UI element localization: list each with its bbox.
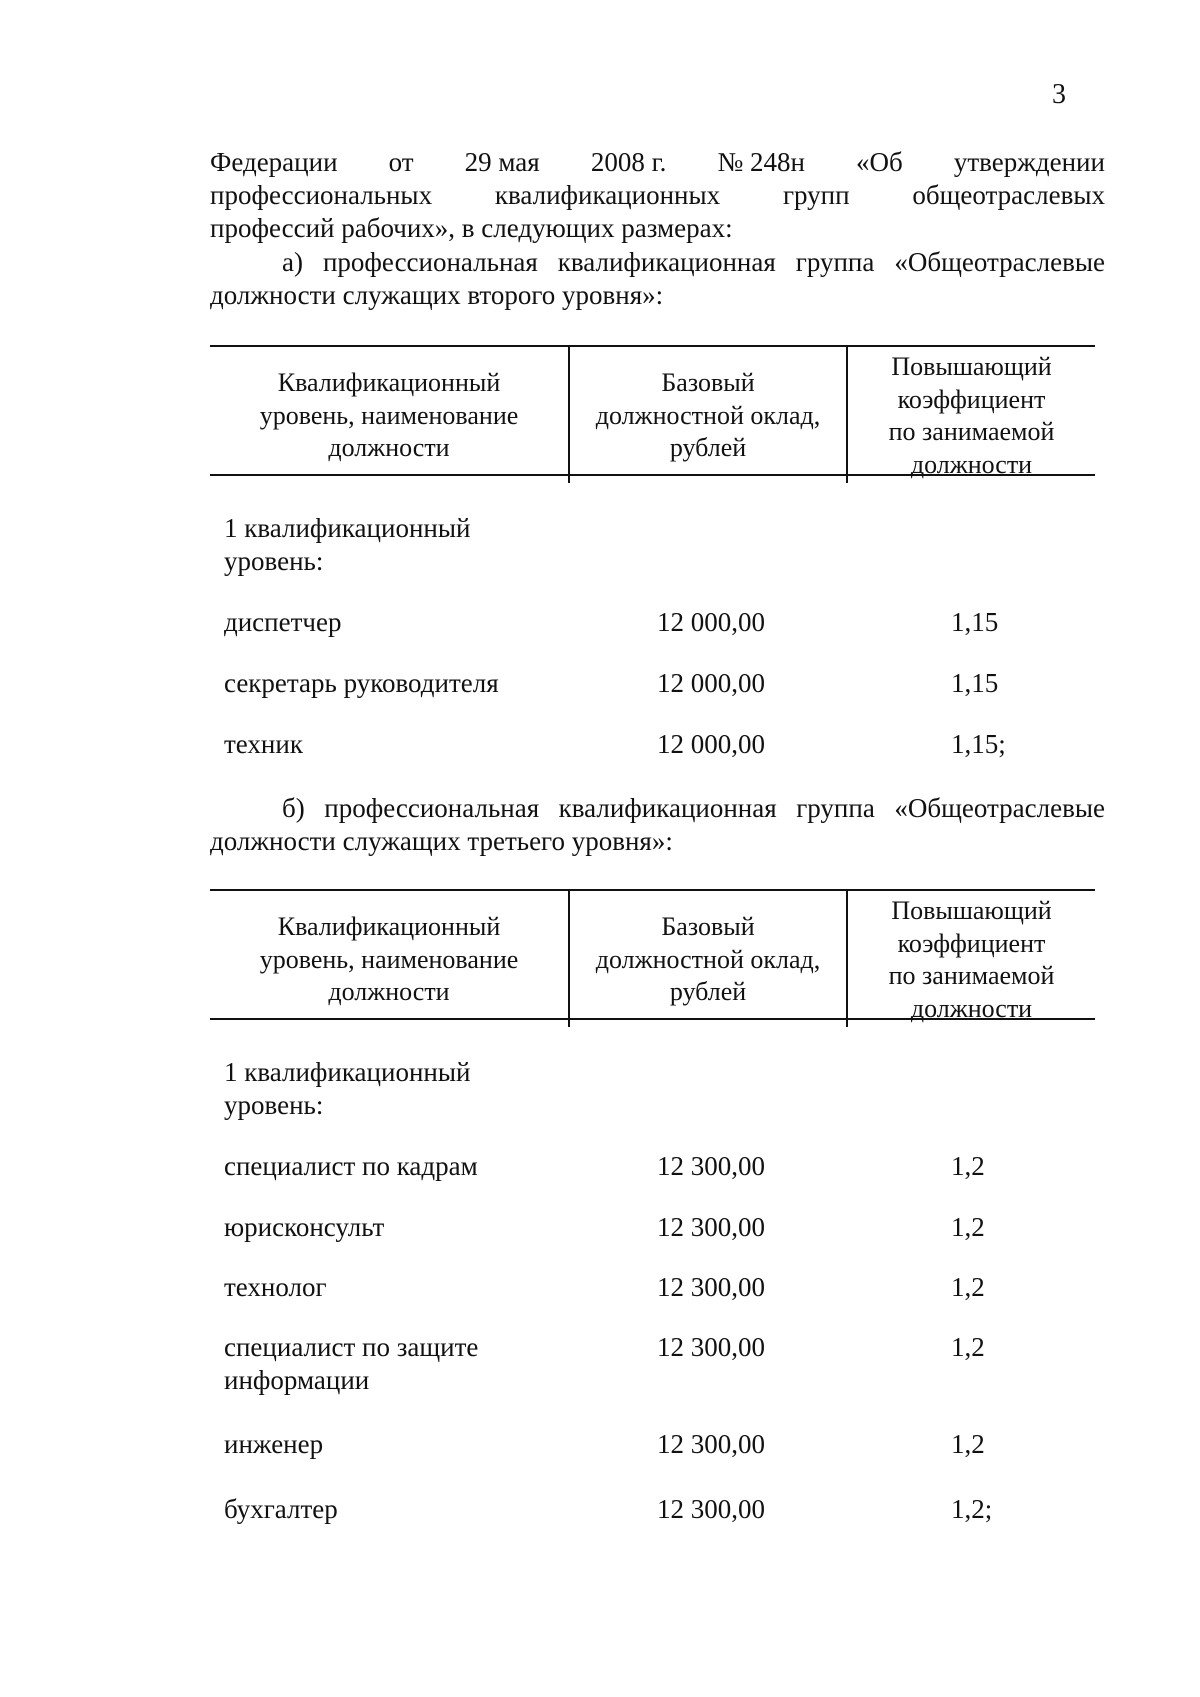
intro-word: профессиональных — [210, 180, 433, 210]
table-row — [210, 1428, 1095, 1461]
position-name: бухгалтер — [224, 1494, 338, 1524]
coefficient: 1,15 — [951, 668, 999, 698]
table-row-level — [210, 512, 1095, 578]
intro-word: квалификационных — [494, 180, 721, 210]
position-name — [210, 1331, 568, 1397]
position-name: инженер — [224, 1429, 324, 1459]
base-salary: 12 300,00 — [657, 1272, 765, 1302]
coefficient: 1,15; — [951, 729, 1006, 759]
header-text: должности — [910, 993, 1033, 1023]
coefficient: 1,2 — [951, 1151, 985, 1181]
table-row — [210, 1493, 1095, 1526]
base-salary: 12 300,00 — [657, 1332, 765, 1362]
section-word: профессиональная — [322, 247, 538, 277]
base-salary: 12 300,00 — [657, 1429, 765, 1459]
section-word: группа — [796, 793, 875, 823]
header-text: по занимаемой — [888, 961, 1055, 990]
table-header — [210, 889, 1095, 1023]
intro-word: общеотраслевых — [912, 180, 1105, 210]
header-text: Квалификационный — [277, 912, 501, 941]
intro-line-2 — [210, 179, 1105, 212]
table-row — [210, 1150, 1095, 1183]
table-row — [210, 667, 1095, 700]
coefficient: 1,2 — [951, 1429, 985, 1459]
section-word: профессиональная — [324, 793, 540, 823]
salary-table-a — [210, 345, 1095, 759]
header-text: Базовый — [661, 912, 755, 941]
salary-table-b — [210, 889, 1095, 1524]
header-base-salary — [568, 891, 846, 1027]
level-label — [210, 512, 568, 578]
section-word: «Общеотраслевые — [894, 247, 1105, 277]
table-row — [210, 1331, 1095, 1397]
intro-paragraph — [210, 146, 1105, 245]
section-a-line-2: должности служащих второго уровня»: — [210, 280, 664, 310]
header-text: должности — [328, 977, 450, 1006]
section-word: б) — [282, 793, 305, 823]
level-text: уровень: — [224, 1089, 324, 1120]
header-coefficient — [846, 891, 1095, 1027]
page-number: 3 — [1052, 79, 1066, 110]
coefficient: 1,2 — [951, 1332, 985, 1362]
table-row — [210, 606, 1095, 639]
section-b-line-2: должности служащих третьего уровня»: — [210, 826, 673, 856]
position-name-line: информации — [224, 1364, 370, 1395]
header-coefficient — [846, 347, 1095, 483]
header-text: должностной оклад, — [595, 400, 821, 430]
section-word: квалификационная — [557, 247, 776, 277]
level-label — [210, 1056, 568, 1122]
section-b-heading — [210, 792, 1105, 858]
intro-word: «Об — [856, 147, 903, 177]
position-name: технолог — [224, 1272, 327, 1302]
section-b-line-1 — [210, 792, 1105, 825]
header-text: коэффициент — [897, 928, 1046, 958]
header-text: Повышающий — [891, 352, 1052, 381]
header-text: рублей — [669, 433, 747, 462]
header-qualification-level — [210, 347, 568, 483]
header-qualification-level — [210, 891, 568, 1027]
intro-line-1 — [210, 146, 1105, 179]
table-row-level — [210, 1056, 1095, 1122]
header-text: должностной оклад, — [595, 944, 821, 974]
base-salary: 12 000,00 — [657, 607, 765, 637]
position-name: специалист по кадрам — [224, 1151, 478, 1181]
header-text: должности — [910, 449, 1033, 479]
level-text: уровень: — [224, 545, 324, 576]
intro-word: утверждении — [953, 147, 1105, 177]
coefficient: 1,2 — [951, 1212, 985, 1242]
table-row — [210, 728, 1095, 761]
position-name: техник — [224, 729, 303, 759]
position-name-line: специалист по защите — [224, 1332, 479, 1362]
coefficient: 1,2 — [951, 1272, 985, 1302]
section-a-line-1 — [210, 246, 1105, 279]
header-text: Базовый — [661, 368, 755, 397]
section-word: «Общеотраслевые — [894, 793, 1105, 823]
header-text: должности — [328, 433, 450, 462]
section-word: группа — [795, 247, 875, 277]
section-word: квалификационная — [558, 793, 777, 823]
section-a-heading — [210, 246, 1105, 312]
coefficient: 1,2; — [951, 1494, 993, 1524]
position-name: секретарь руководителя — [224, 668, 499, 698]
base-salary: 12 000,00 — [657, 668, 765, 698]
base-salary: 12 300,00 — [657, 1212, 765, 1242]
header-base-salary — [568, 347, 846, 483]
base-salary: 12 300,00 — [657, 1494, 765, 1524]
header-text: Повышающий — [891, 896, 1052, 925]
base-salary: 12 000,00 — [657, 729, 765, 759]
intro-word: № 248н — [717, 147, 805, 177]
table-header — [210, 345, 1095, 479]
intro-word: 2008 г. — [590, 147, 667, 177]
intro-word: от — [388, 147, 414, 177]
coefficient: 1,15 — [951, 607, 999, 637]
header-text: Квалификационный — [277, 368, 501, 397]
header-text: уровень, наименование — [259, 400, 519, 430]
header-text: рублей — [669, 977, 747, 1006]
intro-word: групп — [782, 180, 850, 210]
position-name: диспетчер — [224, 607, 342, 637]
level-text: 1 квалификационный — [224, 1057, 471, 1087]
intro-word: 29 мая — [464, 147, 540, 177]
table-row — [210, 1271, 1095, 1304]
position-name: юрисконсульт — [224, 1212, 385, 1242]
level-text: 1 квалификационный — [224, 513, 471, 543]
section-word: а) — [282, 247, 303, 277]
intro-line-3: профессий рабочих», в следующих размерах: — [210, 213, 733, 243]
header-text: коэффициент — [897, 384, 1046, 414]
header-text: уровень, наименование — [259, 944, 519, 974]
base-salary: 12 300,00 — [657, 1151, 765, 1181]
intro-word: Федерации — [210, 147, 338, 177]
table-row — [210, 1211, 1095, 1244]
header-text: по занимаемой — [888, 417, 1055, 446]
